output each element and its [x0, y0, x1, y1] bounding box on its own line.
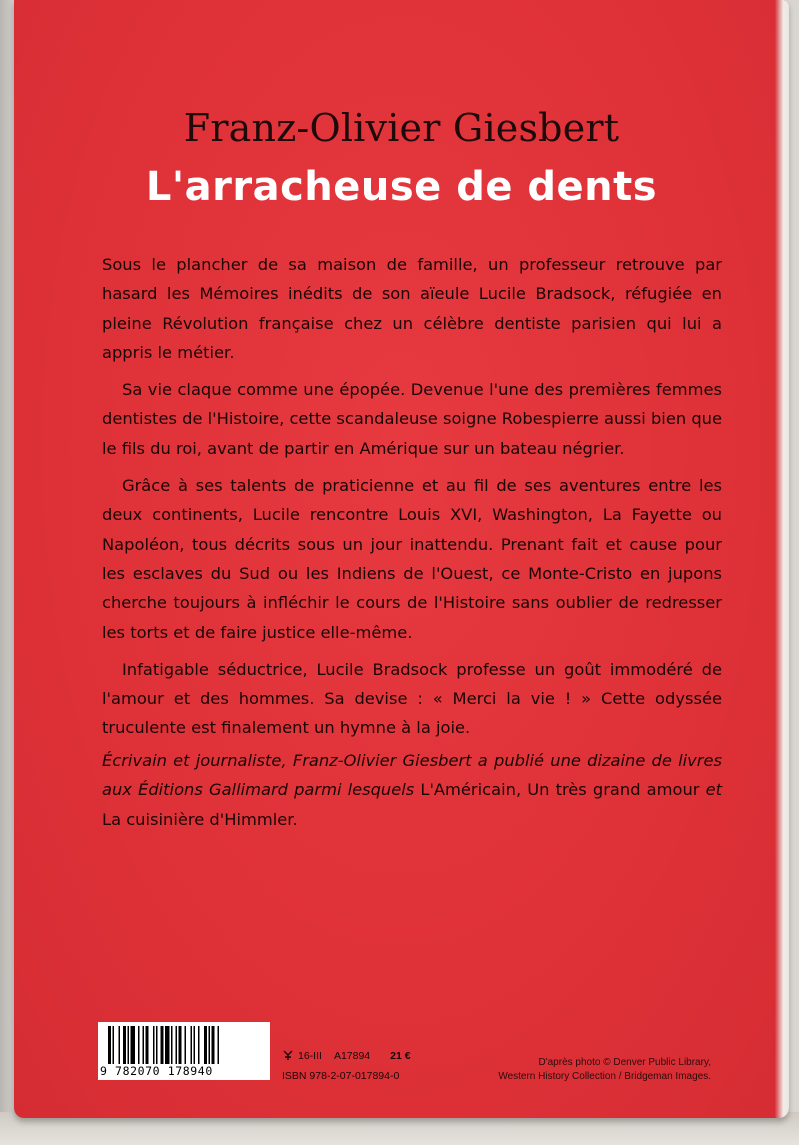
- blurb-paragraph: Sous le plancher de sa maison de famille, un professeur retrouve par hasard les Mémoires inédits de son aïeule Lucile Bradsock, réfugiée en pleine Révolution française chez un célèbre dentiste parisien qui lui a appris le métier.: [102, 255, 722, 362]
- book-title: L'arracheuse de dents: [145, 164, 658, 210]
- bio-end: .: [292, 809, 298, 829]
- photo-credit: [498, 1056, 711, 1084]
- bio-separator: ,: [515, 780, 522, 800]
- barcode-digits: 9 782070 178940: [100, 1064, 213, 1078]
- publisher-ref: A17894: [333, 1050, 371, 1062]
- price: 21 €: [390, 1050, 411, 1062]
- blurb-paragraph: Grâce à ses talents de praticienne et au fil de ses aventures entre les deux continents, Lucile rencontre Louis XVI, Washington, La Fayette ou Napoléon, tous décrits sous un jour inattendu. Prenant fait et cause pour les esclaves du Sud ou les Indiens de l'Ouest, ce Monte-Cristo en jupons cherche toujours à infléchir le cours de l'Histoire sans oublier de redresser les torts et de faire justice elle-même.: [102, 476, 722, 642]
- blurb-text: [102, 250, 722, 751]
- barcode: [98, 1022, 270, 1080]
- barcode-bars: [108, 1026, 262, 1064]
- author-bio: [102, 746, 722, 834]
- author-name: Franz-Olivier Giesbert: [183, 106, 620, 150]
- blurb-paragraph: Infatigable séductrice, Lucile Bradsock professe un goût immodéré de l'amour et des hommes. Sa devise : « Merci la vie ! » Cette odyssée truculente est finalement un hymne à la joie.: [102, 659, 722, 738]
- credit-line: Western History Collection / Bridgeman Images.: [498, 1071, 711, 1082]
- bio-conjunction: et: [705, 780, 722, 800]
- gallimard-logo-icon: [282, 1049, 294, 1061]
- bio-book-title: Un très grand amour: [527, 780, 700, 800]
- book-back-cover: [14, 0, 789, 1118]
- bio-text: Écrivain et journaliste, Franz-Olivier Giesbert a publié une dizaine de livres aux Éditions Gallimard parmi lesquels: [102, 751, 722, 800]
- publisher-line: [282, 1046, 411, 1066]
- credit-line: D'après photo © Denver Public Library,: [538, 1057, 711, 1068]
- publisher-code: 16-III: [298, 1050, 322, 1062]
- isbn: ISBN 978-2-07-017894-0: [282, 1070, 400, 1082]
- blurb-paragraph: Sa vie claque comme une épopée. Devenue l'une des premières femmes dentistes de l'Histoire, cette scandaleuse soigne Robespierre aussi bien que le fils du roi, avant de partir en Amérique sur un bateau négrier.: [102, 380, 722, 458]
- bio-book-title: L'Américain: [420, 780, 516, 800]
- bio-book-title: La cuisinière d'Himmler: [102, 809, 293, 829]
- publisher-info: [282, 1046, 411, 1086]
